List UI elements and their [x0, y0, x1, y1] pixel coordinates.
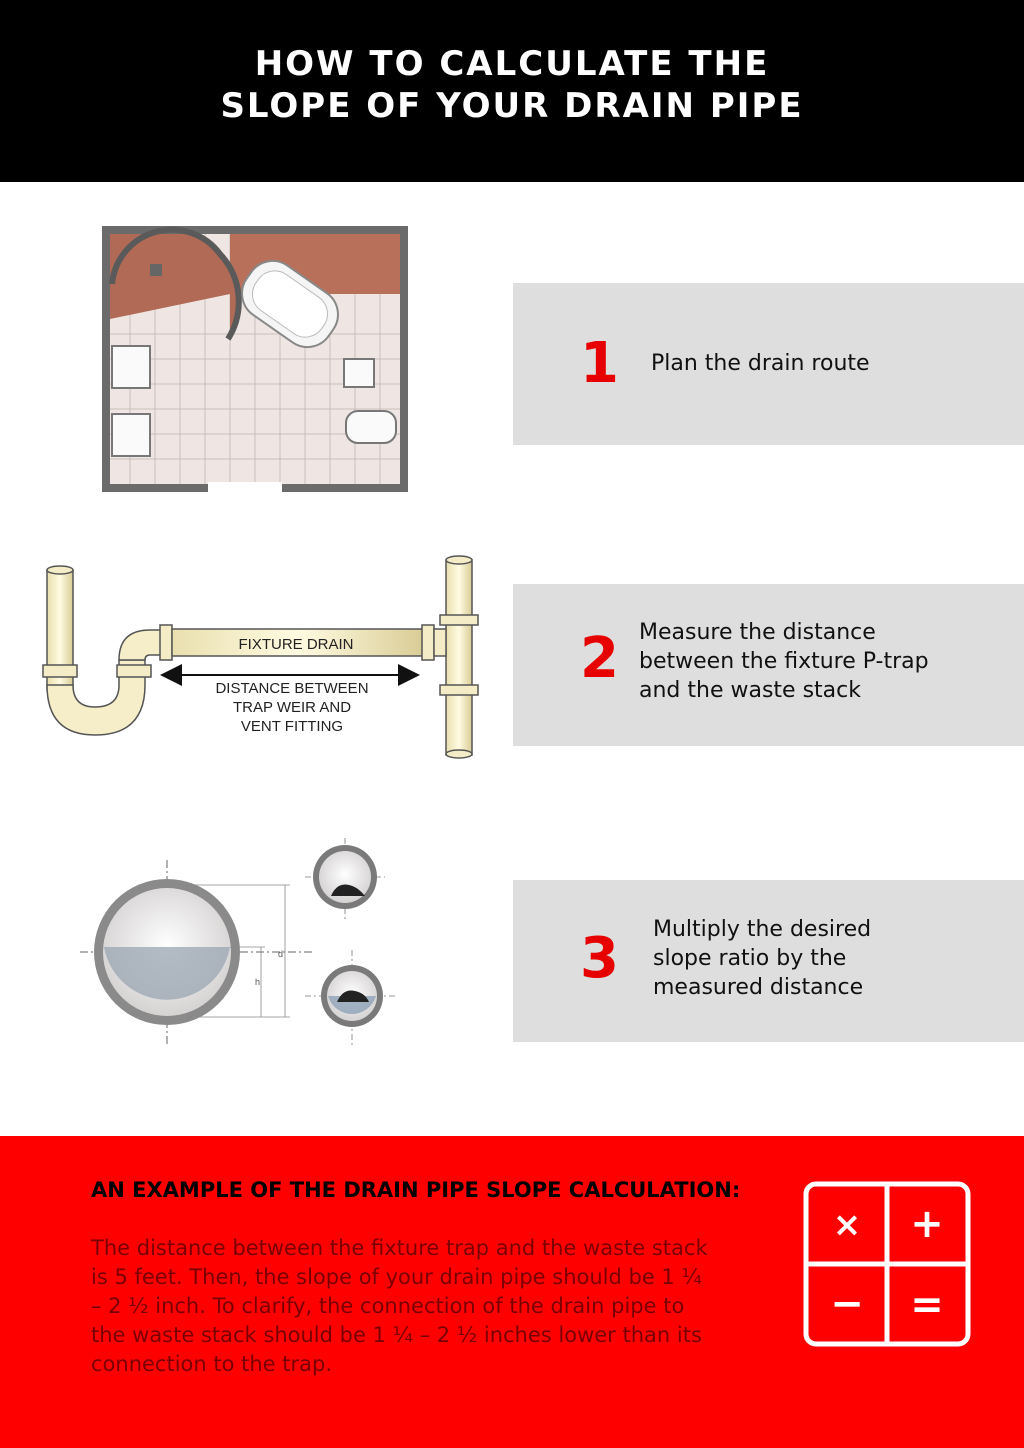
pipe-cross-section-illustration: [75, 830, 405, 1085]
step-3-text: Multiply the desired slope ratio by the measured distance: [653, 917, 872, 1000]
step-2-panel: [513, 584, 1024, 746]
p-trap-fixture-drain-illustration: [40, 555, 480, 760]
minus-symbol: −: [830, 1281, 864, 1327]
page-title-line-1: HOW TO CALCULATE THE: [254, 44, 770, 84]
example-body: The distance between the fixture trap and the waste stack is 5 feet. Then, the slope of your drain pipe should be 1 ¼ – 2 ½ inch. To clarify, the connection of the drain pipe to the waste stack should be 1 ¼ – 2 ½ inches lower than its connection to the trap.: [91, 1236, 708, 1376]
step-2-text: Measure the distance between the fixture P-trap and the waste stack: [639, 620, 929, 703]
plus-symbol: +: [910, 1201, 944, 1247]
step-1-number: 1: [580, 331, 619, 396]
step-3-number: 3: [580, 926, 619, 991]
equals-symbol: =: [910, 1282, 944, 1328]
multiply-symbol: ×: [832, 1205, 862, 1245]
header-banner: [0, 0, 1024, 182]
step-1-text: Plan the drain route: [651, 351, 870, 376]
page-title-line-2: SLOPE OF YOUR DRAIN PIPE: [220, 86, 804, 126]
step-2-number: 2: [580, 626, 619, 691]
example-section: [0, 1136, 1024, 1448]
distance-label-line-3: VENT FITTING: [240, 718, 344, 735]
bathroom-floor-plan-illustration: [100, 224, 410, 494]
fixture-drain-label: FIXTURE DRAIN: [238, 636, 354, 653]
distance-label-line-1: DISTANCE BETWEEN: [215, 680, 369, 697]
example-title: AN EXAMPLE OF THE DRAIN PIPE SLOPE CALCULATION:: [91, 1178, 741, 1202]
calculator-icon: [802, 1180, 972, 1348]
distance-label-line-2: TRAP WEIR AND: [232, 699, 352, 716]
step-1-panel: [513, 283, 1024, 445]
step-3-panel: [513, 880, 1024, 1042]
height-label: h: [255, 977, 261, 987]
diameter-label: d: [278, 949, 284, 959]
